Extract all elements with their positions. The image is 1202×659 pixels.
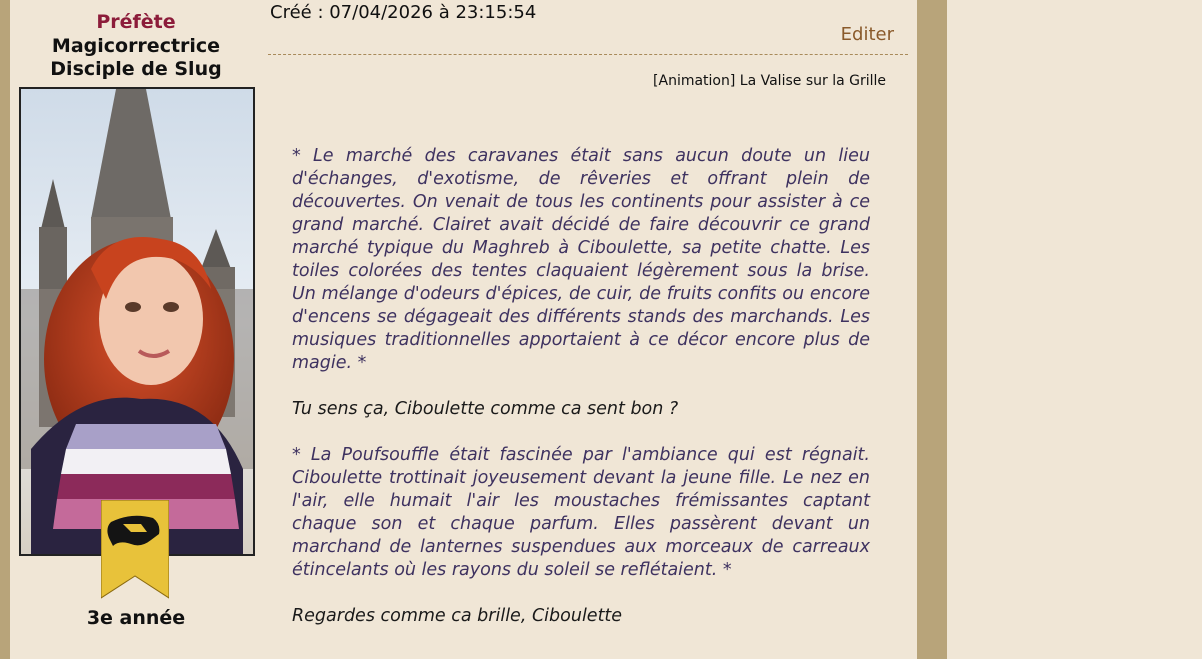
school-year: 3e année: [86, 607, 186, 629]
right-border: [917, 0, 947, 659]
rank-title: Préfète: [96, 11, 176, 33]
dialogue-line: Regardes comme ca brille, Ciboulette: [292, 606, 623, 626]
edit-link[interactable]: Editer: [840, 24, 894, 45]
created-timestamp: Créé : 07/04/2026 à 23:15:54: [270, 2, 537, 23]
narration-paragraph: * La Poufsouffle était fascinée par l'ambiance qui est régnait. Ciboulette trottinait joyeusement devant la jeune fille. Le nez en l'air, elle humait l'air les moustaches frémissantes captant chaque son et chaque parfum. Elles passèrent devant un marchand de lanternes suspendues aux morceaux de carreaux étincelants où les rayons du soleil se reflétaient. *: [292, 445, 870, 580]
divider: [268, 54, 908, 55]
avatar[interactable]: [19, 87, 255, 556]
rank-subtitle-2: Disciple de Slug: [50, 58, 222, 80]
dialogue-line: Tu sens ça, Ciboulette comme ca sent bon ?: [292, 399, 679, 419]
avatar-image: [21, 89, 253, 554]
post-container: [268, 0, 908, 659]
narration-paragraph: * Le marché des caravanes était sans aucun doute un lieu d'échanges, d'exotisme, de rêveries et offrant plein de découvertes. On venait de tous les continents pour assister à ce grand marché. Clairet avait décidé de faire découvrir ce grand marché typique du Maghreb à Ciboulette, sa petite chatte. Les toiles colorées des tentes claquaient légèrement sous la brise. Un mélange d'odeurs d'épices, de cuir, de fruits confits ou encore d'encens se dégageait des différents stands des marchands. Les musiques traditionnelles apportaient à ce décor encore plus de magie. *: [292, 146, 870, 373]
author-sidebar: [10, 0, 262, 659]
rank-subtitle: Magicorrectrice: [51, 35, 221, 57]
page-background: [947, 0, 1202, 659]
post-body: [292, 145, 870, 628]
left-border: [0, 0, 10, 659]
hufflepuff-banner-icon: [101, 500, 169, 600]
topic-title: [Animation] La Valise sur la Grille: [653, 73, 886, 89]
